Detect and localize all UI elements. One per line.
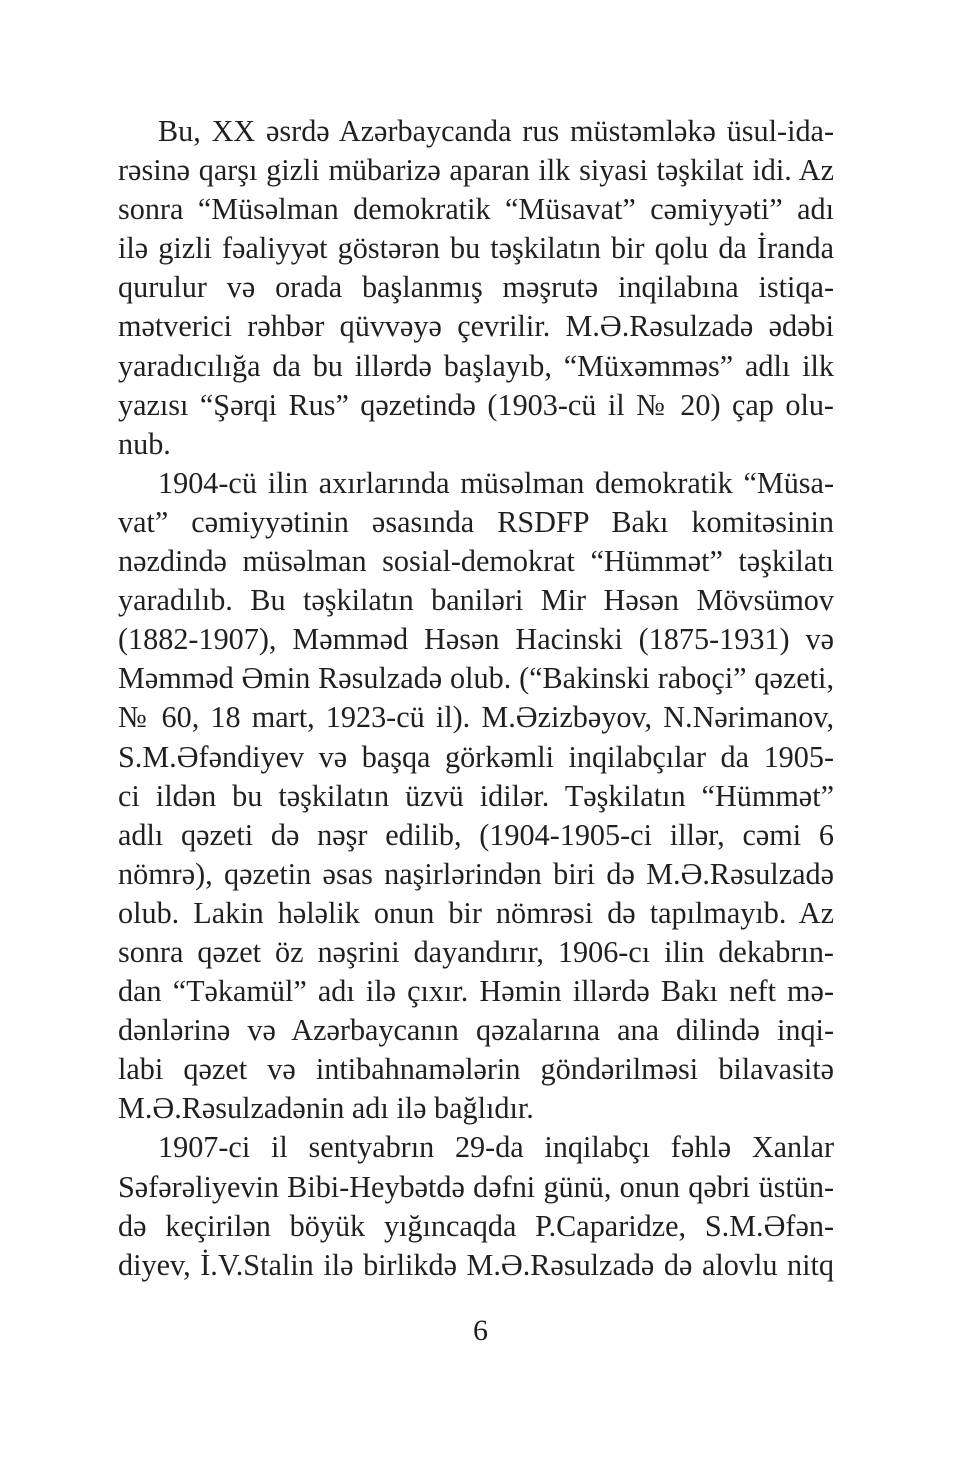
text-line: S.M.Əfəndiyev və başqa görkəmli inqilabçılar da 1905-	[118, 739, 834, 774]
text-line: M.Ə.Rəsulzadənin adı ilə bağlıdır.	[118, 1091, 534, 1126]
text-line: 1904-cü ilin axırlarında müsəlman demokratik “Müsa-	[158, 465, 834, 500]
text-line: qurulur və orada başlanmış məşrutə inqilabına istiqa-	[118, 270, 834, 305]
paragraph-3	[118, 1128, 834, 1284]
text-line: vat” cəmiyyətinin əsasında RSDFP Bakı komitəsinin	[118, 504, 834, 539]
text-line: (1882-1907), Məmməd Həsən Hacinski (1875-1931) və	[118, 622, 834, 657]
text-line: Bu, XX əsrdə Azərbaycanda rus müstəmləkə üsul-ida-	[158, 114, 834, 148]
paragraph-1	[118, 112, 834, 464]
text-line: rəsinə qarşı gizli mübarizə aparan ilk siyasi təşkilat idi. Az	[118, 153, 834, 188]
text-line: sonra qəzet öz nəşrini dayandırır, 1906-cı ilin dekabrın-	[118, 934, 834, 969]
text-line: dan “Təkamül” adı ilə çıxır. Həmin illərdə Bakı neft mə-	[118, 974, 834, 1009]
text-line: adlı qəzeti də nəşr edilib, (1904-1905-ci illər, cəmi 6	[118, 817, 834, 852]
text-line: ilə gizli fəaliyyət göstərən bu təşkilatın bir qolu da İranda	[118, 231, 834, 266]
text-line: yaradılıb. Bu təşkilatın baniləri Mir Həsən Mövsümov	[118, 583, 834, 618]
text-line: 1907-ci il sentyabrın 29-da inqilabçı fəhlə Xanlar	[158, 1130, 834, 1165]
text-line: mətverici rəhbər qüvvəyə çevrilir. M.Ə.Rəsulzadə ədəbi	[118, 309, 834, 344]
text-line: olub. Lakin hələlik onun bir nömrəsi də tapılmayıb. Az	[118, 895, 834, 930]
text-line: № 60, 18 mart, 1923-cü il). M.Əzizbəyov, N.Nərimanov,	[118, 700, 834, 735]
text-line: dənlərinə və Azərbaycanın qəzalarına ana dilində inqi-	[118, 1013, 834, 1048]
text-line: yaradıcılığa da bu illərdə başlayıb, “Müxəmməs” adlı ilk	[118, 348, 834, 383]
text-line: ci ildən bu təşkilatın üzvü idilər. Təşkilatın “Hümmət”	[118, 778, 834, 813]
paragraph-2	[118, 464, 834, 1129]
text-line: sonra “Müsəlman demokratik “Müsavat” cəmiyyəti” adı	[118, 192, 834, 227]
text-line: də keçirilən böyük yığıncaqda P.Caparidze, S.M.Əfən-	[118, 1208, 834, 1243]
text-line: Səfərəliyevin Bibi-Heybətdə dəfni günü, onun qəbri üstün-	[118, 1169, 834, 1204]
text-line: nub.	[118, 426, 171, 461]
text-line: yazısı “Şərqi Rus” qəzetində (1903-cü il № 20) çap olu-	[118, 387, 834, 422]
text-line: labi qəzet və intibahnamələrin göndərilməsi bilavasitə	[118, 1052, 834, 1087]
text-line: Məmməd Əmin Rəsulzadə olub. (“Bakinski raboçi” qəzeti,	[118, 661, 834, 696]
page-number: 6	[473, 1314, 488, 1347]
page-body	[118, 112, 834, 1285]
text-line: diyev, İ.V.Stalin ilə birlikdə M.Ə.Rəsulzadə də alovlu nitq	[118, 1247, 834, 1282]
text-line: nömrə), qəzetin əsas naşirlərindən biri də M.Ə.Rəsulzadə	[118, 856, 834, 891]
text-line: nəzdində müsəlman sosial-demokrat “Hümmət” təşkilatı	[118, 544, 834, 579]
